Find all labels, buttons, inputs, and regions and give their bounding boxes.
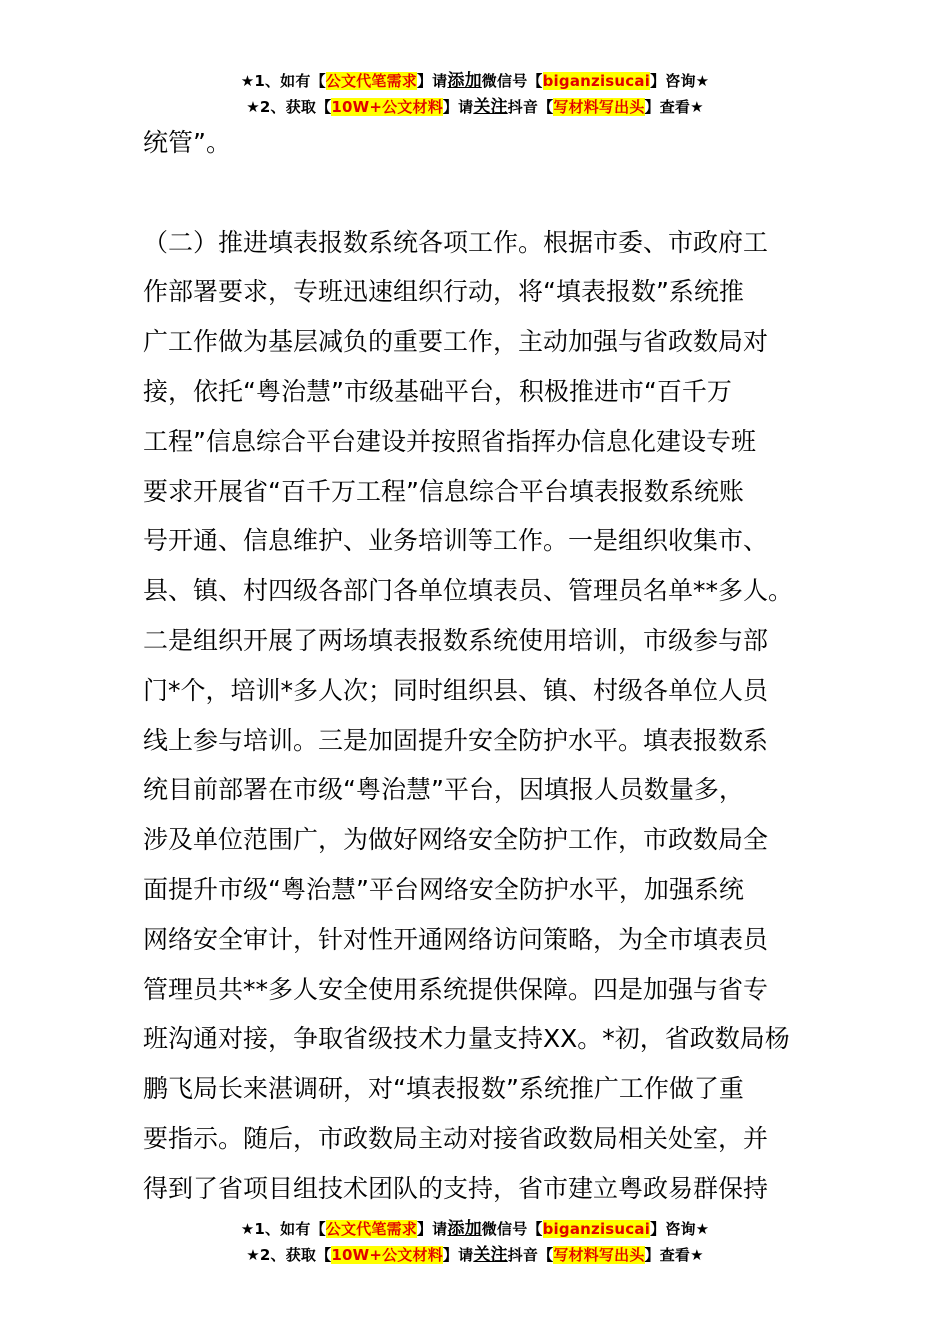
banner-text: 】咨询★ [650, 1220, 710, 1238]
body-line: （二）推进填表报数系统各项工作。根据市委、市政府工 [143, 227, 769, 257]
underlined-add: 添加 [447, 71, 482, 91]
body-line: 管理员共**多人安全使用系统提供保障。四是加强与省专 [143, 974, 769, 1004]
banner-text: ★1、如有【 [240, 1220, 326, 1238]
banner-text: ★2、获取【 [246, 1246, 332, 1264]
banner-text: 】查看★ [644, 98, 704, 116]
banner-text: ★1、如有【 [240, 72, 326, 90]
body-line: 门*个，培训*多人次；同时组织县、镇、村级各单位人员 [143, 675, 769, 705]
body-line: 要指示。随后，市政数局主动对接省政数局相关处室，并 [143, 1123, 769, 1153]
banner-text: 微信号【 [481, 1220, 543, 1238]
highlight-ghostwriting: 公文代笔需求 [325, 72, 417, 90]
body-line: 统管”。 [143, 128, 231, 157]
underlined-follow: 关注 [473, 97, 508, 117]
header-banner [0, 68, 950, 120]
body-line: 班沟通对接，争取省级技术力量支持XX。*初，省政数局杨 [143, 1024, 790, 1054]
banner-line-2 [0, 1242, 950, 1268]
highlight-materials: 10W+公文材料 [331, 98, 443, 116]
highlight-ghostwriting: 公文代笔需求 [325, 1220, 417, 1238]
body-line: 得到了省项目组技术团队的支持，省市建立粤政易群保持 [143, 1173, 769, 1203]
banner-line-2 [0, 94, 950, 120]
body-line: 涉及单位范围广，为做好网络安全防护工作，市政数局全 [143, 825, 769, 855]
body-line: 要求开展省“百千万工程”信息综合平台填表报数系统账 [143, 476, 744, 506]
body-line: 县、镇、村四级各部门各单位填表员、管理员名单**多人。 [143, 576, 794, 606]
banner-text: 】查看★ [644, 1246, 704, 1264]
underlined-add: 添加 [447, 1219, 482, 1239]
body-line: 二是组织开展了两场填表报数系统使用培训，市级参与部 [143, 625, 769, 655]
underlined-follow: 关注 [473, 1245, 508, 1265]
banner-text: 】咨询★ [650, 72, 710, 90]
body-line: 面提升市级“粤治慧”平台网络安全防护水平，加强系统 [143, 874, 744, 904]
highlight-wechat-id: biganzisucai [542, 72, 651, 90]
banner-line-1 [0, 1216, 950, 1242]
footer-banner [0, 1216, 950, 1268]
highlight-douyin-account: 写材料写出头 [553, 98, 645, 116]
body-line: 统目前部署在市级“粤治慧”平台，因填报人员数量多， [143, 775, 744, 805]
body-line: 作部署要求，专班迅速组织行动，将“填表报数”系统推 [143, 277, 744, 307]
highlight-douyin-account: 写材料写出头 [553, 1246, 645, 1264]
banner-text: 】请 [416, 72, 448, 90]
body-line: 广工作做为基层减负的重要工作，主动加强与省政数局对 [143, 327, 769, 357]
blank-line [143, 168, 833, 218]
banner-text: 】请 [442, 98, 474, 116]
body-line: 鹏飞局长来湛调研，对“填表报数”系统推广工作做了重 [143, 1074, 744, 1104]
banner-line-1 [0, 68, 950, 94]
banner-text: 微信号【 [481, 72, 543, 90]
banner-text: 】请 [416, 1220, 448, 1238]
banner-text: ★2、获取【 [246, 98, 332, 116]
body-line: 工程”信息综合平台建设并按照省指挥办信息化建设专班 [143, 426, 756, 456]
body-line: 号开通、信息维护、业务培训等工作。一是组织收集市、 [143, 526, 769, 556]
banner-text: 抖音【 [507, 98, 554, 116]
banner-text: 】请 [442, 1246, 474, 1264]
body-line: 接，依托“粤治慧”市级基础平台，积极推进市“百千万 [143, 376, 732, 406]
document-body [143, 118, 833, 1214]
body-line: 线上参与培训。三是加固提升安全防护水平。填表报数系 [143, 725, 769, 755]
body-line: 网络安全审计，针对性开通网络访问策略，为全市填表员 [143, 924, 769, 954]
banner-text: 抖音【 [507, 1246, 554, 1264]
highlight-wechat-id: biganzisucai [542, 1220, 651, 1238]
highlight-materials: 10W+公文材料 [331, 1246, 443, 1264]
